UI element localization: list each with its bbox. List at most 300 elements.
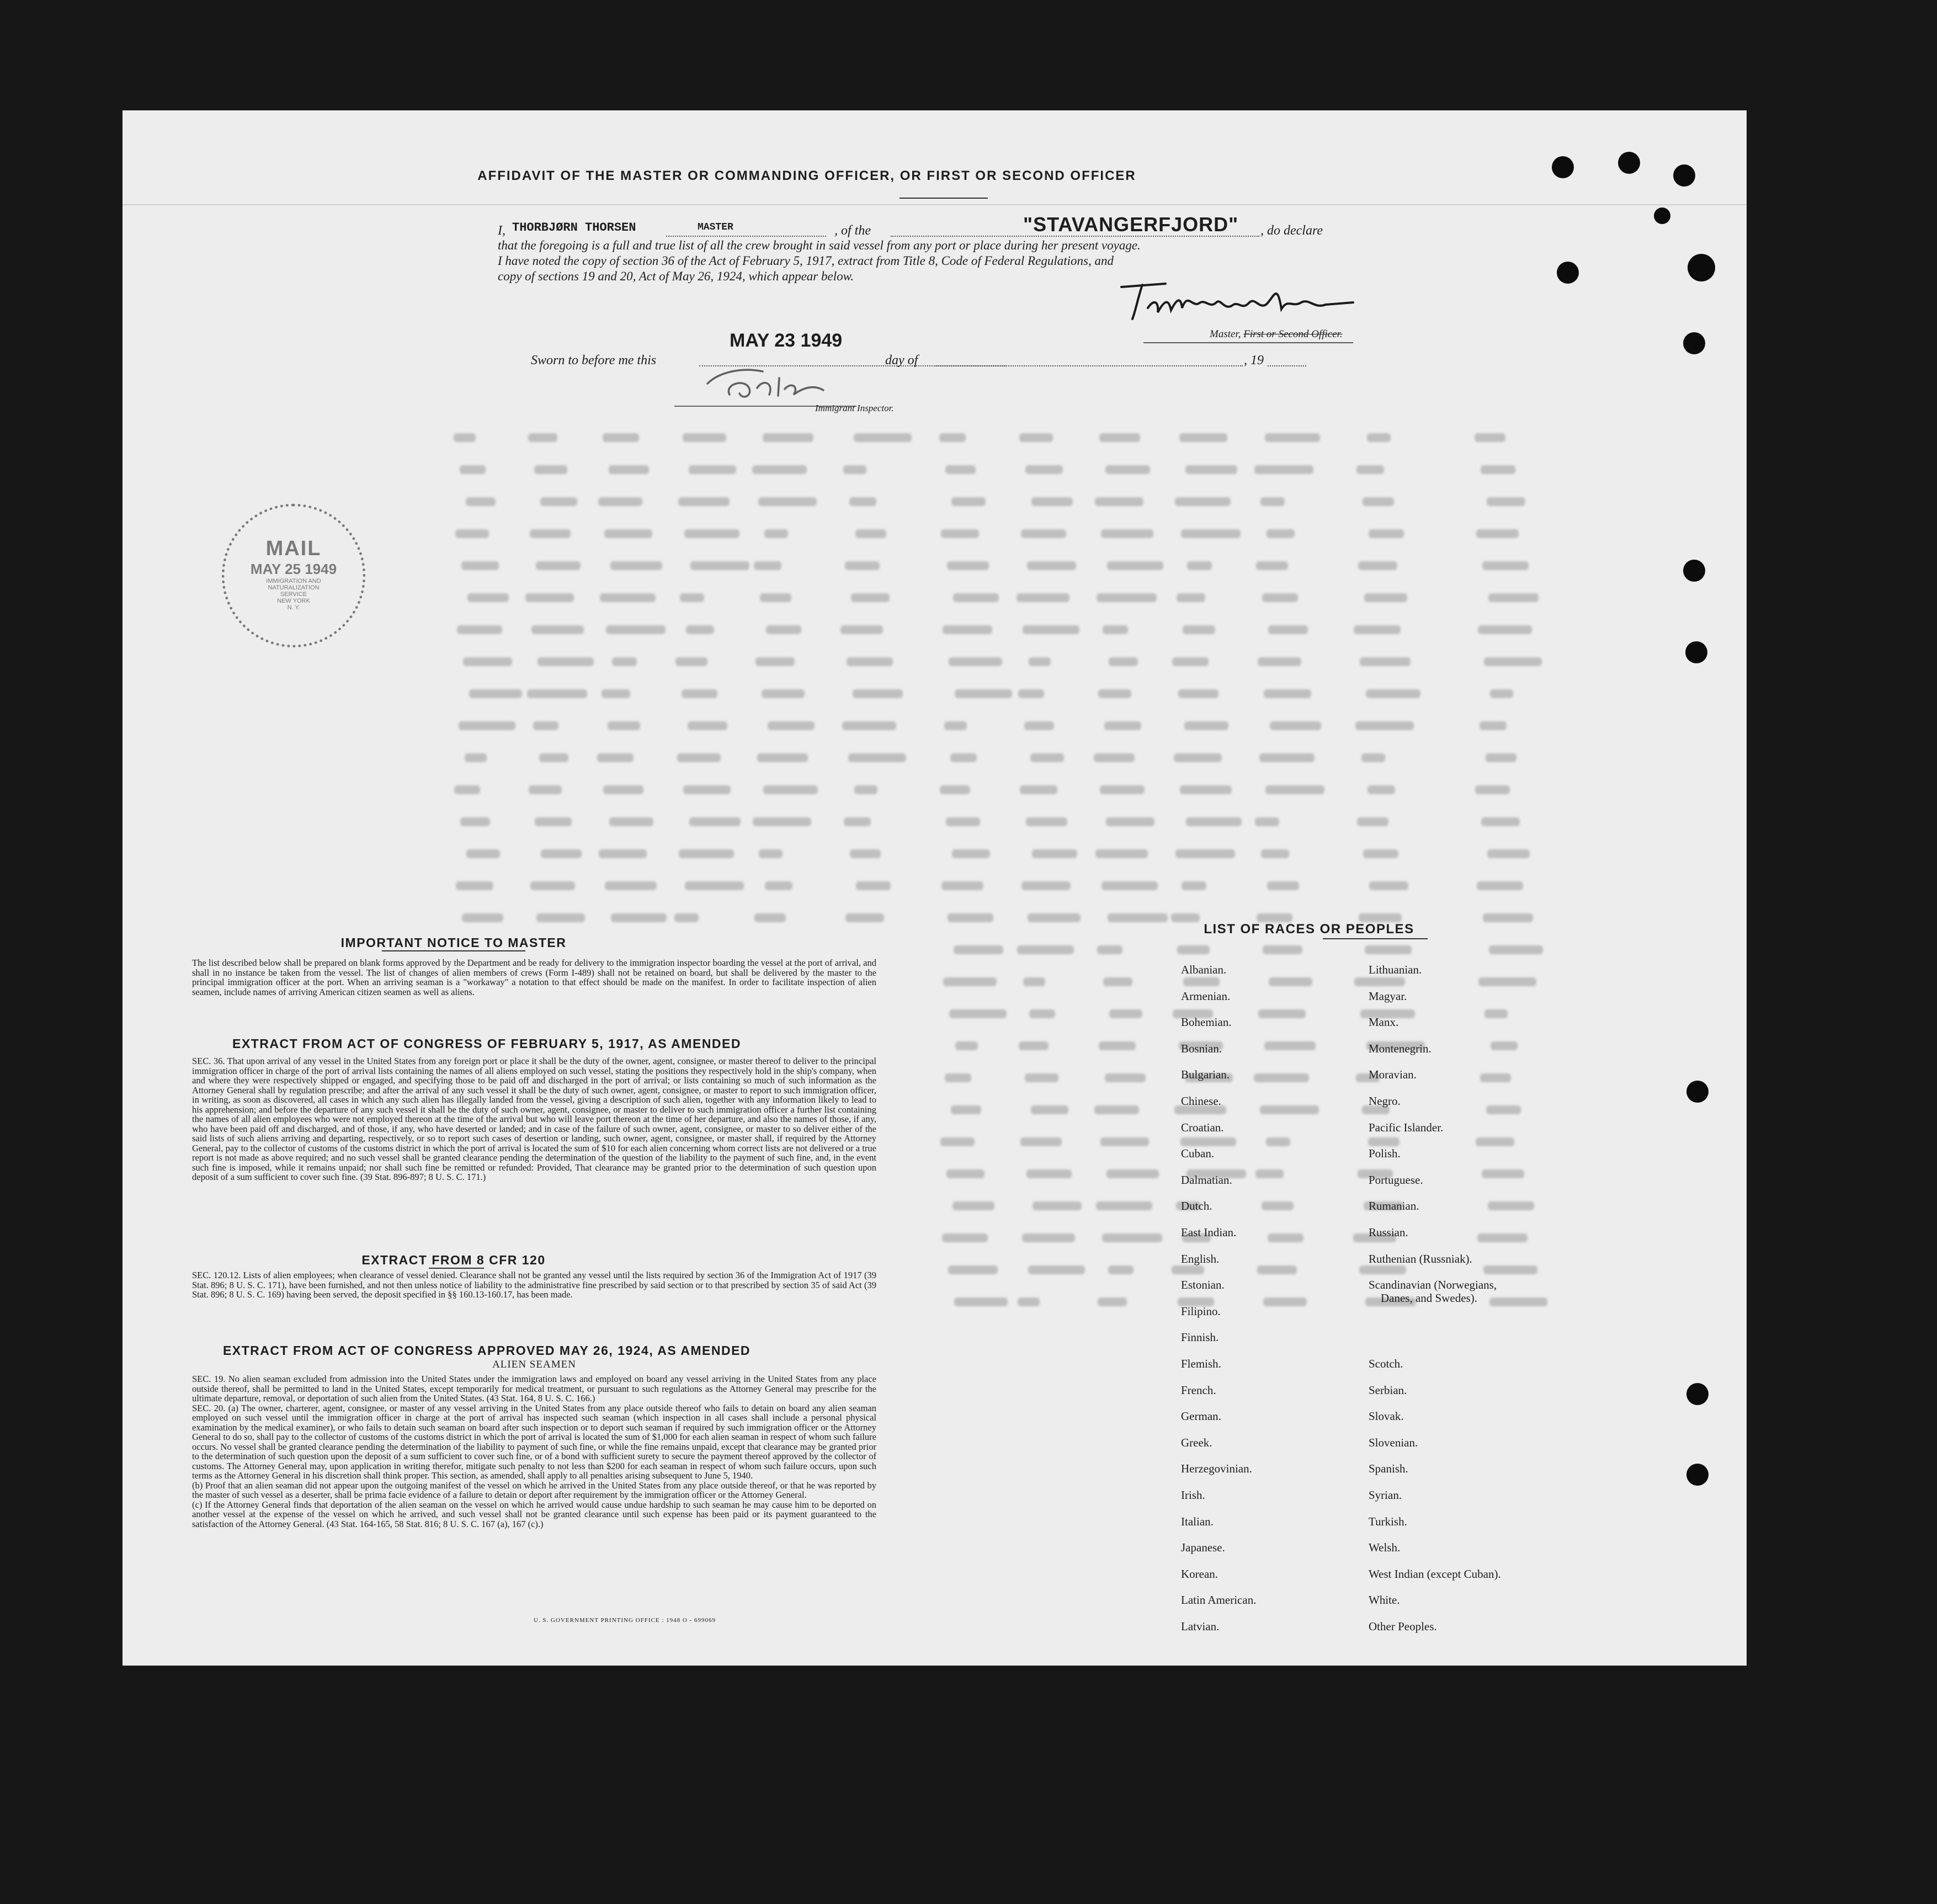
bleed-mark: [541, 849, 582, 858]
bleed-mark: [686, 625, 714, 634]
bleed-mark: [1263, 945, 1302, 954]
race-item: Other Peoples.: [1369, 1620, 1437, 1633]
bleed-mark: [1368, 1137, 1399, 1146]
race-item: Lithuanian.: [1369, 963, 1422, 976]
bleed-mark: [1266, 529, 1295, 538]
bleed-mark: [1356, 465, 1384, 474]
extract-1917-title: EXTRACT FROM ACT OF CONGRESS OF FEBRUARY 5, 1917, AS AMENDED: [232, 1036, 741, 1051]
bleed-mark: [1177, 593, 1205, 602]
race-item: English.: [1181, 1252, 1220, 1265]
bleed-mark: [467, 593, 509, 602]
race-item: White.: [1369, 1593, 1400, 1607]
bleed-mark: [1364, 593, 1407, 602]
sworn-label: Sworn to before me this: [531, 353, 657, 368]
bleed-mark: [1186, 817, 1242, 826]
bleed-mark: [954, 945, 1003, 954]
bleed-mark: [1254, 465, 1313, 474]
bleed-mark: [951, 497, 986, 506]
bleed-mark: [680, 593, 704, 602]
bleed-mark: [1174, 753, 1222, 762]
vessel-name: "STAVANGERFJORD": [1023, 213, 1239, 236]
rank-field-line: [666, 236, 826, 237]
bleed-mark: [853, 689, 903, 698]
bleed-mark: [949, 657, 1002, 666]
bleed-mark: [1475, 433, 1505, 442]
bleed-mark: [854, 785, 877, 794]
bleed-mark: [754, 913, 786, 922]
bleed-mark: [1180, 1137, 1236, 1146]
bleed-mark: [538, 657, 594, 666]
bleed-mark: [527, 689, 587, 698]
bleed-mark: [1099, 1041, 1136, 1050]
bleed-mark: [1258, 657, 1301, 666]
bleed-mark: [684, 529, 739, 538]
race-item: Dutch.: [1181, 1199, 1212, 1213]
bleed-mark: [1357, 817, 1388, 826]
race-item: Estonian.: [1181, 1278, 1225, 1292]
bleed-mark: [1480, 1073, 1511, 1082]
bleed-mark: [1486, 1105, 1521, 1114]
bleed-mark: [1171, 913, 1200, 922]
bleed-mark: [536, 913, 585, 922]
bleed-mark: [690, 561, 749, 570]
bleed-mark: [1017, 593, 1069, 602]
bleed-mark: [952, 1201, 994, 1210]
bleed-mark: [942, 1233, 988, 1242]
bleed-mark: [843, 465, 866, 474]
punch-hole: [1654, 208, 1670, 224]
bleed-mark: [1095, 497, 1143, 506]
bleed-mark: [851, 593, 890, 602]
race-item: Japanese.: [1181, 1541, 1225, 1555]
bleed-mark: [609, 465, 649, 474]
bleed-mark: [1105, 465, 1150, 474]
race-item: Armenian.: [1181, 989, 1231, 1003]
race-item: Danes, and Swedes).: [1381, 1291, 1477, 1305]
bleed-mark: [1260, 1105, 1319, 1114]
bleed-mark: [939, 433, 966, 442]
bleed-mark: [459, 721, 515, 730]
bleed-mark: [1029, 657, 1051, 666]
race-item: Latvian.: [1181, 1620, 1220, 1633]
bleed-mark: [1181, 529, 1241, 538]
bleed-mark: [1098, 689, 1131, 698]
notice-title: IMPORTANT NOTICE TO MASTER: [340, 935, 567, 950]
bleed-mark: [1259, 753, 1315, 762]
bleed-mark: [755, 657, 795, 666]
bleed-mark: [1475, 785, 1510, 794]
of-the-label: , of the: [834, 224, 871, 238]
bleed-mark: [753, 817, 811, 826]
master-caption: Master, First or Second Officer.: [1210, 328, 1343, 340]
bleed-mark: [1172, 1265, 1204, 1274]
punch-hole: [1686, 1464, 1709, 1486]
bleed-mark: [845, 913, 884, 922]
inspector-caption: Immigrant Inspector.: [815, 403, 894, 413]
race-item: Dalmatian.: [1181, 1173, 1232, 1187]
bleed-mark: [535, 817, 572, 826]
bleed-mark: [465, 753, 487, 762]
bleed-mark: [1108, 913, 1168, 922]
bleed-mark: [762, 689, 805, 698]
bleed-mark: [460, 465, 486, 474]
extract-cfr-body: SEC. 120.12. Lists of alien employees; when clearance of vessel denied. Clearance shall not be granted any vessel until the lists required by section 36 of the Immigration Act of 1917 (39 Stat. 896; 8 U. S. C. 171), have been furnished, and not then unless notice of liability to the administrative fine prescribed by said section or to that prescribed by section 35 of said Act (39 Stat. 896; 8 U. S. C. 169) having been served, the deposit specified in §§ 160.13-160.17, has been made.: [192, 1270, 876, 1300]
bleed-mark: [603, 785, 643, 794]
fold-line: [123, 204, 1747, 205]
race-item: Welsh.: [1369, 1541, 1401, 1555]
bleed-mark: [525, 593, 574, 602]
bleed-mark: [1488, 593, 1539, 602]
cfr-rule: [429, 1268, 484, 1269]
bleed-mark: [943, 977, 997, 986]
bleed-mark: [1268, 1233, 1303, 1242]
bleed-mark: [1103, 977, 1132, 986]
bleed-mark: [766, 625, 801, 634]
bleed-mark: [855, 529, 886, 538]
bleed-mark: [854, 433, 912, 442]
document-page: [123, 110, 1747, 1666]
race-item: Filipino.: [1181, 1304, 1221, 1318]
races-rule: [1323, 938, 1428, 939]
bleed-mark: [688, 721, 727, 730]
race-item: Italian.: [1181, 1514, 1214, 1528]
bleed-mark: [949, 1009, 1007, 1018]
bleed-mark: [1359, 913, 1402, 922]
bleed-mark: [540, 497, 577, 506]
bleed-mark: [456, 881, 493, 890]
bleed-mark: [847, 657, 893, 666]
bleed-mark: [842, 721, 896, 730]
bleed-mark: [1019, 433, 1053, 442]
declaration-line-2: that the foregoing is a full and true list of all the crew brought in said vessel from any port or place during her present voyage.: [498, 238, 1141, 252]
year-line: [1268, 365, 1306, 366]
bleed-mark: [850, 849, 881, 858]
bleed-mark: [1264, 689, 1311, 698]
bleed-mark: [952, 849, 990, 858]
bleed-mark: [943, 625, 992, 634]
race-item: Latin American.: [1181, 1593, 1257, 1607]
bleed-mark: [609, 817, 653, 826]
bleed-mark: [1180, 785, 1232, 794]
race-item: Bohemian.: [1181, 1015, 1232, 1029]
bleed-mark: [1361, 753, 1385, 762]
bleed-mark: [1358, 561, 1397, 570]
race-item: Turkish.: [1369, 1514, 1407, 1528]
bleed-mark: [1476, 1137, 1514, 1146]
race-item: Slovak.: [1369, 1410, 1404, 1423]
bleed-mark: [1359, 1265, 1406, 1274]
bleed-mark: [1264, 1041, 1316, 1050]
race-item: Croatian.: [1181, 1120, 1224, 1134]
bleed-mark: [954, 1297, 1008, 1306]
bleed-mark: [754, 561, 781, 570]
alien-seamen-subtitle: ALIEN SEAMEN: [492, 1359, 576, 1370]
bleed-mark: [947, 561, 989, 570]
bleed-mark: [1103, 625, 1128, 634]
bleed-mark: [528, 433, 557, 442]
declaration-line-4: copy of sections 19 and 20, Act of May 26, 1924, which appear below.: [498, 269, 854, 283]
bleed-mark: [1265, 785, 1324, 794]
bleed-mark: [1023, 977, 1045, 986]
bleed-mark: [1254, 1073, 1309, 1082]
bleed-mark: [600, 593, 656, 602]
bleed-mark: [1179, 433, 1227, 442]
master-signature-line: [1143, 342, 1353, 343]
do-declare-label: , do declare: [1260, 224, 1323, 238]
bleed-mark: [849, 497, 876, 506]
bleed-mark: [946, 817, 980, 826]
bleed-mark: [1028, 1265, 1085, 1274]
master-signature: [1116, 276, 1364, 326]
race-item: Albanian.: [1181, 963, 1227, 976]
bleed-mark: [606, 625, 666, 634]
sec-20b: (b) Proof that an alien seaman did not appear upon the outgoing manifest of the vessel on which he arrived in the United States from any place outside thereof, or that he was reported by the master of such vessel as a deserter, shall be prima facie evidence of a failure to detain or deport after requirement by the immigration officer or the Attorney General.: [192, 1480, 876, 1500]
bleed-mark: [948, 913, 993, 922]
bleed-mark: [1354, 625, 1401, 634]
bleed-mark: [530, 881, 575, 890]
bleed-mark: [1107, 561, 1163, 570]
bleed-mark: [460, 817, 490, 826]
bleed-mark: [760, 593, 791, 602]
bleed-mark: [1360, 657, 1411, 666]
bleed-mark: [1100, 1137, 1149, 1146]
bleed-mark: [757, 753, 808, 762]
bleed-mark: [1018, 689, 1044, 698]
sworn-date-stamp: MAY 23 1949: [730, 330, 843, 351]
bleed-mark: [1106, 1169, 1159, 1178]
day-of-label: day of: [885, 353, 918, 368]
bleed-mark: [536, 561, 581, 570]
bleed-mark: [1489, 1297, 1547, 1306]
bleed-mark: [1263, 1297, 1307, 1306]
bleed-mark: [683, 785, 731, 794]
bleed-mark: [1369, 529, 1404, 538]
bleed-mark: [1184, 721, 1228, 730]
bleed-mark: [689, 817, 741, 826]
bleed-mark: [1481, 817, 1520, 826]
bleed-mark: [1106, 817, 1154, 826]
bleed-mark: [455, 529, 489, 538]
bleed-mark: [768, 721, 815, 730]
bleed-mark: [1019, 1041, 1049, 1050]
bleed-mark: [953, 593, 999, 602]
bleed-mark: [840, 625, 883, 634]
bleed-mark: [1257, 1265, 1297, 1274]
bleed-mark: [462, 913, 503, 922]
bleed-mark: [1269, 977, 1312, 986]
bleed-mark: [1266, 1137, 1290, 1146]
bleed-mark: [765, 881, 792, 890]
bleed-mark: [529, 785, 562, 794]
bleed-mark: [1369, 881, 1408, 890]
bleed-mark: [955, 689, 1012, 698]
race-item: Russian.: [1369, 1226, 1408, 1239]
bleed-mark: [466, 849, 500, 858]
bleed-mark: [599, 849, 647, 858]
race-item: Slovenian.: [1369, 1435, 1418, 1449]
bleed-mark: [610, 561, 662, 570]
bleed-mark: [597, 753, 634, 762]
bleed-mark: [1017, 945, 1074, 954]
bleed-mark: [1022, 1233, 1075, 1242]
bleed-mark: [675, 657, 707, 666]
bleed-mark: [1027, 561, 1076, 570]
sec-20c: (c) If the Attorney General finds that deportation of the alien seaman on the vessel on which he arrived would cause undue hardship to such seaman he may cause him to be deported on another vessel at the expense of the vessel on which he arrived, and such vessel shall not be granted clearance until such expense has been paid or its payment guaranteed to the satisfaction of the Attorney General. (43 Stat. 164-165, 58 Stat. 816; 8 U. S. C. 167 (a), 167 (c).): [192, 1499, 876, 1529]
bleed-mark: [1096, 1201, 1152, 1210]
bleed-mark: [1355, 721, 1414, 730]
punch-hole: [1683, 560, 1705, 582]
race-item: Scotch.: [1369, 1357, 1403, 1370]
bleed-mark: [763, 433, 813, 442]
bleed-mark: [1258, 1009, 1306, 1018]
bleed-mark: [1100, 785, 1145, 794]
bleed-mark: [1354, 977, 1405, 986]
title-rule: [900, 198, 988, 199]
bleed-mark: [844, 817, 871, 826]
bleed-mark: [603, 433, 639, 442]
bleed-mark: [1366, 689, 1420, 698]
bleed-mark: [602, 689, 630, 698]
bleed-mark: [758, 497, 817, 506]
bleed-mark: [945, 1073, 971, 1082]
punch-hole: [1686, 1081, 1709, 1103]
bleed-mark: [1101, 881, 1158, 890]
bleed-mark: [1486, 753, 1516, 762]
race-item: Korean.: [1181, 1567, 1218, 1581]
bleed-mark: [1102, 1233, 1162, 1242]
bleed-mark: [1490, 689, 1513, 698]
bleed-mark: [764, 529, 788, 538]
printer-imprint: U. S. GOVERNMENT PRINTING OFFICE : 1948 O - 699069: [533, 1617, 716, 1624]
bleed-mark: [1268, 625, 1308, 634]
race-item: Magyar.: [1369, 989, 1407, 1003]
bleed-mark: [1098, 1297, 1127, 1306]
bleed-mark: [1255, 1169, 1284, 1178]
bleed-mark: [1175, 849, 1235, 858]
bleed-mark: [1482, 1169, 1524, 1178]
bleed-mark: [678, 497, 730, 506]
bleed-mark: [604, 529, 652, 538]
bleed-mark: [1476, 529, 1519, 538]
race-item: Polish.: [1369, 1147, 1401, 1161]
bleed-mark: [759, 849, 783, 858]
bleed-mark: [1021, 529, 1066, 538]
bleed-mark: [1477, 1233, 1528, 1242]
bleed-mark: [1365, 945, 1412, 954]
bleed-mark: [1483, 913, 1533, 922]
bleed-mark: [1031, 497, 1073, 506]
name-field: [509, 221, 829, 236]
bleed-mark: [1029, 1009, 1055, 1018]
extract-1924-body: [192, 1374, 876, 1529]
race-item: Flemish.: [1181, 1357, 1221, 1370]
bleed-mark: [1172, 657, 1209, 666]
bleed-mark: [1030, 753, 1064, 762]
inspector-signature: [696, 361, 840, 408]
notice-body: The list described below shall be prepared on blank forms approved by the Department and be ready for delivery to the immigration inspector boarding the vessel at the port of arrival, and shall in no instance be taken from the vessel. The list of changes of alien members of crews (Form I-489) shall not be retained on board, but shall be delivered by the master to the principal immigration officer at the port. When an arriving seaman is a "workaway" a notation to that effect should be made on the manifest. In order to facilitate inspection of alien seamen, include names of arriving American citizen seamen as well as aliens.: [192, 958, 876, 997]
bleed-mark: [685, 881, 744, 890]
bleed-mark: [679, 849, 734, 858]
bleed-mark: [951, 1105, 981, 1114]
bleed-mark: [1478, 977, 1536, 986]
bleed-mark: [856, 881, 891, 890]
bleed-mark: [1487, 849, 1530, 858]
race-item: Ruthenian (Russniak).: [1369, 1252, 1472, 1265]
bleed-mark: [955, 1041, 978, 1050]
year-label: , 19: [1244, 353, 1264, 368]
bleed-mark: [1018, 1297, 1040, 1306]
bleed-mark: [682, 689, 717, 698]
race-item: Moravian.: [1369, 1068, 1417, 1082]
bleed-mark: [763, 785, 818, 794]
bleed-mark: [1025, 1073, 1058, 1082]
race-item: Serbian.: [1369, 1383, 1407, 1397]
race-item: Negro.: [1369, 1094, 1401, 1108]
bleed-mark: [1488, 1201, 1534, 1210]
bleed-mark: [534, 465, 567, 474]
bleed-mark: [845, 561, 880, 570]
race-item: Pacific Islander.: [1369, 1120, 1444, 1134]
bleed-mark: [677, 753, 721, 762]
bleed-mark: [1105, 1073, 1146, 1082]
bleed-mark: [612, 657, 637, 666]
stamp-mail: MAIL: [265, 537, 322, 560]
bleed-mark: [689, 465, 736, 474]
bleed-mark: [1026, 817, 1067, 826]
race-item: Finnish.: [1181, 1331, 1219, 1344]
bleed-mark: [1178, 689, 1218, 698]
bleed-mark: [1020, 1137, 1062, 1146]
bleed-mark: [1257, 913, 1292, 922]
punch-hole: [1683, 332, 1705, 354]
race-item: Portuguese.: [1369, 1173, 1423, 1187]
bleed-mark: [1480, 721, 1507, 730]
bleed-mark: [946, 1169, 985, 1178]
bleed-mark: [1482, 561, 1529, 570]
notice-rule: [382, 950, 525, 951]
race-item: Bosnian.: [1181, 1041, 1222, 1055]
bleed-mark: [1024, 721, 1054, 730]
bleed-mark: [454, 785, 480, 794]
bleed-mark: [454, 433, 476, 442]
bleed-mark: [461, 561, 499, 570]
bleed-mark: [1101, 529, 1153, 538]
bleed-mark: [1021, 881, 1071, 890]
bleed-mark: [1095, 849, 1148, 858]
bleed-mark: [940, 1137, 975, 1146]
bleed-mark: [950, 753, 977, 762]
bleed-mark: [1491, 1041, 1518, 1050]
bleed-mark: [608, 721, 640, 730]
bleed-mark: [1031, 1105, 1068, 1114]
bleed-mark: [1261, 849, 1289, 858]
race-item: Spanish.: [1369, 1462, 1408, 1476]
extract-cfr-title: EXTRACT FROM 8 CFR 120: [361, 1253, 546, 1267]
bleed-mark: [605, 881, 657, 890]
bleed-mark: [948, 1265, 998, 1274]
race-item: West Indian (except Cuban).: [1369, 1567, 1501, 1581]
race-item: East Indian.: [1181, 1226, 1237, 1239]
bleed-mark: [1262, 1201, 1294, 1210]
master-name: THORBJØRN THORSEN: [512, 221, 636, 235]
bleed-mark: [752, 465, 807, 474]
sec-19: SEC. 19. No alien seaman excluded from admission into the United States under the immigration laws and employed on board any vessel arriving in the United States from any place outside thereof, shall be permitted to land in the United States, except temporarily for medical treatment, or pursuant to such regulations as the Attorney General may prescribe for the ultimate departure, removal, or deportation of such alien from the United States. (43 Stat. 164, 8 U. S. C. 166.): [192, 1374, 876, 1403]
extract-1917-body: SEC. 36. That upon arrival of any vessel in the United States from any foreign port or place it shall be the duty of the owner, agent, consignee, or master thereof to deliver to the principal immigration officer in charge of the port of arrival lists containing the names of all aliens employed on such vessel, stating the positions they respectively hold in the ship's company, when and where they were respectively shipped or engaged, and specifying those to be paid off and discharged in the port of arrival; or lists containing so much of such information as the Attorney General shall by regulation prescribe; and after the arrival of any such vessel it shall be the duty of such owner, agent, consignee, or master to report to such immigration officer, in writing, as soon as discovered, all cases in which any such alien has illegally landed from the vessel, giving a description of such alien, together with any information likely to lead to his apprehension; and before the departure of any such vessel it shall be the duty of such owner, agent, consignee, or master to deliver to such immigration officer a further list containing the names of all alien employees who were not employed thereon at the time of the arrival but who will leave port thereon at the time of her departure, and also the names of those, if any, who have been paid off and discharged, and of those, if any, who have deserted or landed; and in case of the failure of such owner, agent, consignee, or master to so deliver either of the said lists of such aliens arriving and departing, respectively, or so to report such cases of desertion or landing, such owner, agent, consignee, or master shall, if required by the Attorney General, pay to the collector of customs of the customs district in which the port of arrival is located the sum of $10 for each alien concerning whom correct lists are not delivered or a true report is not made as above required; and no such vessel shall be granted clearance pending the determination of the question of the liability to the payment of such fine, and, in the event such fine is imposed, while it remains unpaid; nor shall such fine be remitted or refunded: Provided, That clearance may be granted prior to the determination of such question upon deposit of a sum sufficient to cover such fine. (39 Stat. 896-897; 8 U. S. C. 171.): [192, 1056, 876, 1182]
bleed-mark: [1185, 465, 1237, 474]
bleed-mark: [1108, 1265, 1134, 1274]
affidavit-title: AFFIDAVIT OF THE MASTER OR COMMANDING OFFICER, OR FIRST OR SECOND OFFICER: [477, 168, 1136, 183]
bleed-mark: [1099, 433, 1140, 442]
